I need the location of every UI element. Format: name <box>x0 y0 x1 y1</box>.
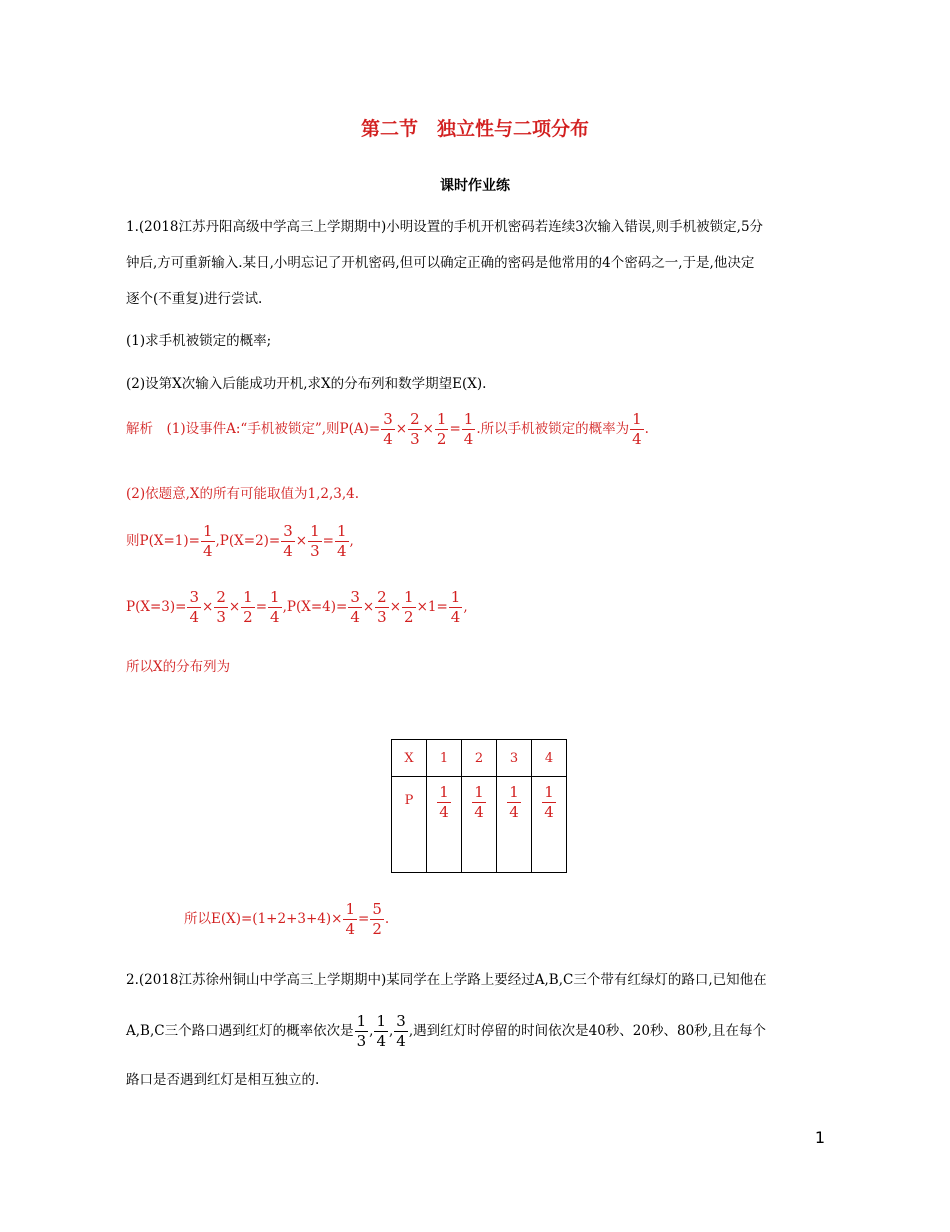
q1-line-3: 逐个(不重复)进行尝试. <box>126 291 263 307</box>
table-row <box>392 777 567 873</box>
fraction: $\frac{1}{4}$ <box>336 522 347 560</box>
fraction: $\frac{1}{3}$ <box>356 1012 367 1050</box>
solution-line-4: P(X=3)= $\frac{3}{4}$ × $\frac{2}{3}$ × $\frac{1}{2}$ = $\frac{1}{4}$ ,P(X=4)= $\frac{3}{4}$ × $\frac{2}{3}$ × $\frac{1}{2}$ ×1= $\frac{1}{4}$ , <box>126 588 468 626</box>
fraction: $\frac{1}{2}$ <box>436 410 447 448</box>
fraction: $\frac{1}{4}$ <box>544 783 554 821</box>
fraction: $\frac{3}{4}$ <box>396 1012 406 1050</box>
q1-line-1: 1.(2018江苏丹阳高级中学高三上学期期中)小明设置的手机开机密码若连续3次输入错误,则手机被锁定,5分 <box>126 219 764 235</box>
x-value-cell: 3 <box>497 740 532 777</box>
fraction: $\frac{1}{4}$ <box>463 410 474 448</box>
fraction: $\frac{1}{2}$ <box>243 588 253 626</box>
x-header-cell: X <box>392 740 427 777</box>
solution-line-1: 解析 (1)设事件A:“手机被锁定”,则P(A)= $\frac{3}{4}$ × $\frac{2}{3}$ × $\frac{1}{2}$ = $\frac{1}{4}$ .所以手机被锁定的概率为 $\frac{1}{4}$ . <box>126 410 649 448</box>
table-row <box>392 740 567 777</box>
fraction: $\frac{3}{4}$ <box>383 410 393 448</box>
page-number: 1 <box>814 1128 825 1147</box>
p-value-cell <box>427 777 462 873</box>
q2-line-2: A,B,C三个路口遇到红灯的概率依次是 $\frac{1}{3}$ , $\frac{1}{4}$ , $\frac{3}{4}$ ,遇到红灯时停留的时间依次是40秒、20秒、80秒,且在每个 <box>126 1012 766 1050</box>
q2-line-3: 路口是否遇到红灯是相互独立的. <box>126 1072 320 1088</box>
page-title: 第二节 独立性与二项分布 <box>360 118 589 140</box>
q1-line-2: 钟后,方可重新输入.某日,小明忘记了开机密码,但可以确定正确的密码是他常用的4个密码之一,于是,他决定 <box>126 255 755 271</box>
p-value-cell <box>532 777 567 873</box>
p-value-cell <box>462 777 497 873</box>
distribution-table <box>391 739 567 873</box>
fraction: $\frac{1}{4}$ <box>450 588 461 626</box>
x-value-cell: 1 <box>427 740 462 777</box>
p-header-cell: P <box>392 777 427 873</box>
fraction: $\frac{1}{4}$ <box>270 588 280 626</box>
solution-line-2: (2)依题意,X的所有可能取值为1,2,3,4. <box>126 486 360 502</box>
section-subtitle: 课时作业练 <box>440 178 510 194</box>
q1-part-1: (1)求手机被锁定的概率; <box>126 333 272 349</box>
fraction: $\frac{1}{4}$ <box>632 410 642 448</box>
expectation-line: 所以E(X)=(1+2+3+4)× $\frac{1}{4}$ = $\frac{5}{2}$ . <box>184 900 390 938</box>
fraction: $\frac{3}{4}$ <box>283 522 293 560</box>
fraction: $\frac{1}{4}$ <box>474 783 484 821</box>
solution-line-3: 则P(X=1)= $\frac{1}{4}$ ,P(X=2)= $\frac{3}{4}$ × $\frac{1}{3}$ = $\frac{1}{4}$ , <box>126 522 354 560</box>
solution-line-5: 所以X的分布列为 <box>126 659 231 675</box>
q2-line-1: 2.(2018江苏徐州铜山中学高三上学期期中)某同学在上学路上要经过A,B,C三个带有红绿灯的路口,已知他在 <box>126 972 767 988</box>
p-value-cell <box>497 777 532 873</box>
fraction: $\frac{1}{4}$ <box>439 783 449 821</box>
fraction: $\frac{5}{2}$ <box>372 900 382 938</box>
fraction: $\frac{1}{3}$ <box>310 522 320 560</box>
fraction: $\frac{1}{4}$ <box>345 900 355 938</box>
fraction: $\frac{1}{4}$ <box>202 522 213 560</box>
fraction: $\frac{1}{4}$ <box>509 783 519 821</box>
x-value-cell: 4 <box>532 740 567 777</box>
x-value-cell: 2 <box>462 740 497 777</box>
fraction: $\frac{2}{3}$ <box>377 588 387 626</box>
fraction: $\frac{3}{4}$ <box>189 588 199 626</box>
fraction: $\frac{3}{4}$ <box>350 588 360 626</box>
fraction: $\frac{2}{3}$ <box>410 410 420 448</box>
fraction: $\frac{2}{3}$ <box>216 588 226 626</box>
fraction: $\frac{1}{4}$ <box>376 1012 386 1050</box>
fraction: $\frac{1}{2}$ <box>404 588 414 626</box>
q1-part-2: (2)设第X次输入后能成功开机,求X的分布列和数学期望E(X). <box>126 376 487 392</box>
